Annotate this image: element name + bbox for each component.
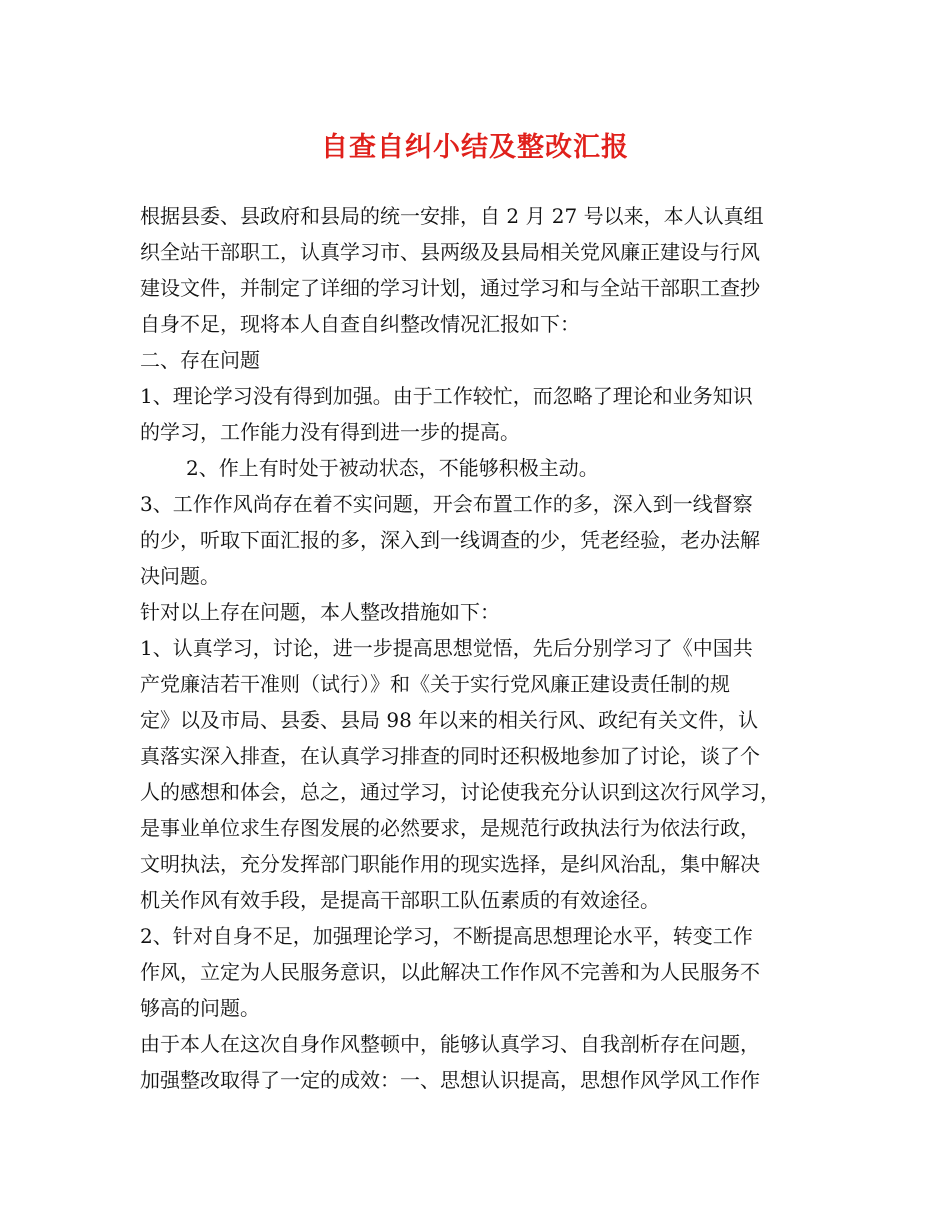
- document-title: 自查自纠小结及整改汇报: [321, 132, 629, 163]
- body-line: 够高的问题。: [140, 996, 260, 1020]
- body-line: 决问题。: [140, 564, 220, 588]
- body-line: 是事业单位求生存图发展的必然要求，是规范行政执法行为依法行政，: [140, 816, 760, 840]
- body-line: 由于本人在这次自身作风整顿中，能够认真学习、自我剖析存在问题，: [140, 1032, 760, 1056]
- body-line: 1、理论学习没有得到加强。由于工作较忙，而忽略了理论和业务知识: [140, 384, 753, 408]
- body-line: 的少，听取下面汇报的多，深入到一线调查的少，凭老经验，老办法解: [140, 528, 760, 552]
- body-line: 人的感想和体会，总之，通过学习，讨论使我充分认识到这次行风学习，: [140, 780, 780, 804]
- body-line: 织全站干部职工，认真学习市、县两级及县局相关党风廉正建设与行风: [140, 240, 760, 264]
- body-line: 定》以及市局、县委、县局 98 年以来的相关行风、政纪有关文件，认: [140, 708, 759, 732]
- body-line: 文明执法，充分发挥部门职能作用的现实选择，是纠风治乱，集中解决: [140, 852, 760, 876]
- body-line: 作风，立定为人民服务意识，以此解决工作作风不完善和为人民服务不: [140, 960, 760, 984]
- section-heading: 二、存在问题: [140, 348, 260, 372]
- document-body: [140, 198, 820, 1098]
- body-line: 1、认真学习，讨论，进一步提高思想觉悟，先后分别学习了《中国共: [140, 636, 753, 660]
- body-line: 建设文件，并制定了详细的学习计划，通过学习和与全站干部职工查抄: [140, 276, 760, 300]
- body-line: 真落实深入排查，在认真学习排查的同时还积极地参加了讨论，谈了个: [140, 744, 760, 768]
- body-line: 针对以上存在问题，本人整改措施如下：: [140, 600, 500, 624]
- body-line: 自身不足，现将本人自查自纠整改情况汇报如下：: [140, 312, 580, 336]
- body-line: 产党廉洁若干准则（试行）》和《关于实行党风廉正建设责任制的规: [140, 672, 730, 696]
- body-line: 2、针对自身不足，加强理论学习，不断提高思想理论水平，转变工作: [140, 924, 753, 948]
- body-line: 机关作风有效手段，是提高干部职工队伍素质的有效途径。: [140, 888, 660, 912]
- body-line: 的学习，工作能力没有得到进一步的提高。: [140, 420, 520, 444]
- body-line: 3、工作作风尚存在着不实问题，开会布置工作的多，深入到一线督察: [140, 492, 753, 516]
- body-line-indented: 2、作上有时处于被动状态，不能够积极主动。: [186, 456, 599, 480]
- body-line: 加强整改取得了一定的成效：一、思想认识提高，思想作风学风工作作: [140, 1068, 760, 1092]
- body-line: 根据县委、县政府和县局的统一安排，自 2 月 27 号以来，本人认真组: [140, 204, 764, 228]
